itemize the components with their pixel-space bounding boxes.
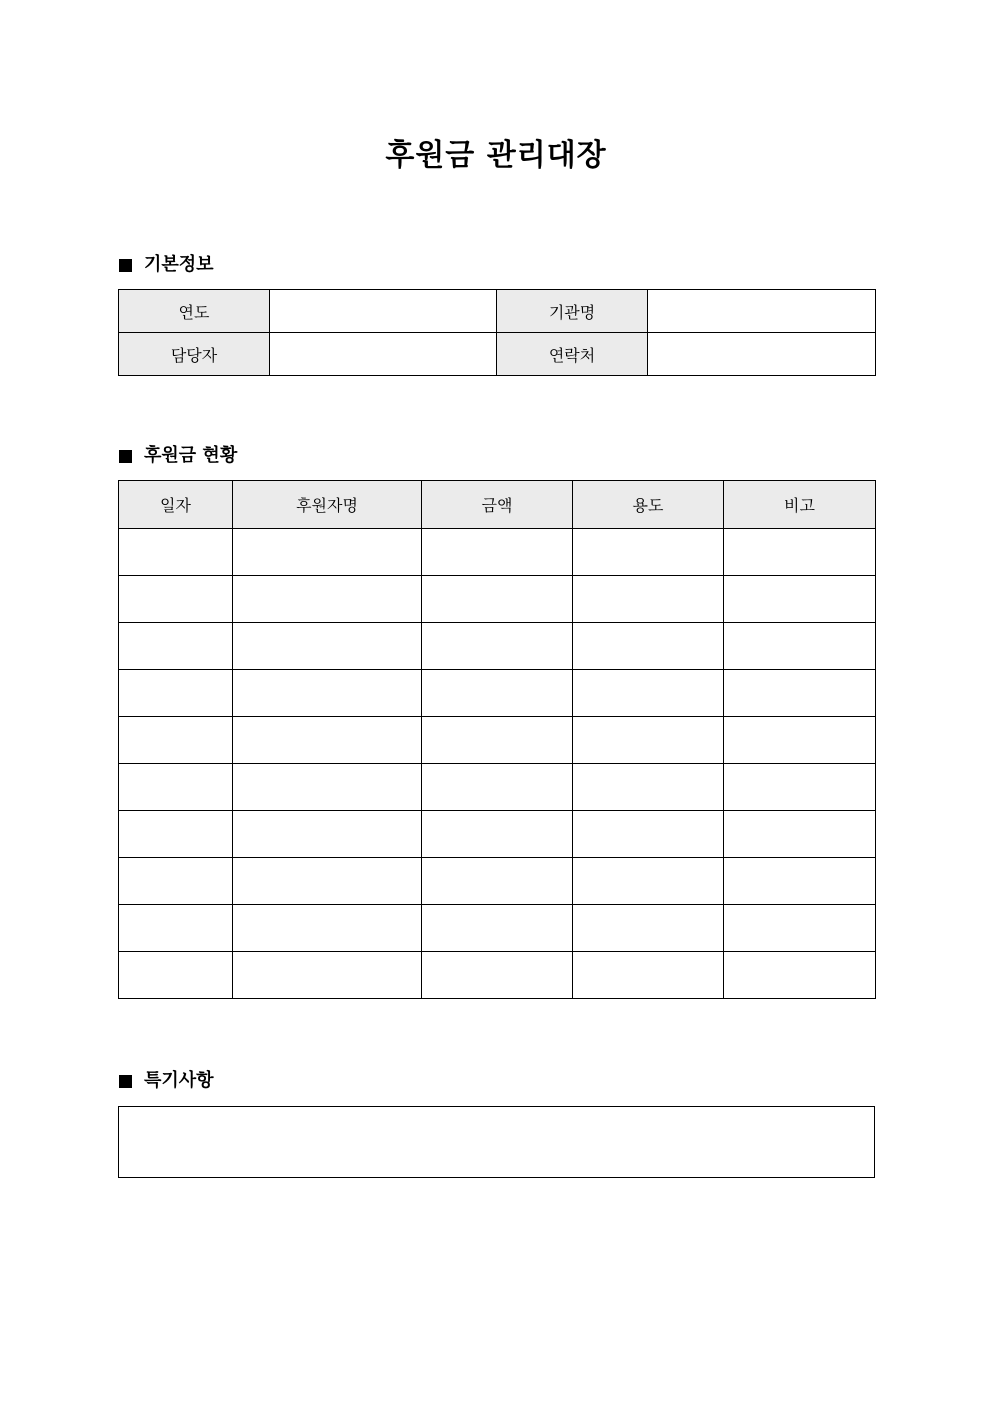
purpose-cell[interactable] xyxy=(573,623,724,670)
remarks-cell[interactable] xyxy=(724,905,876,952)
amount-cell[interactable] xyxy=(422,717,573,764)
table-row xyxy=(119,333,876,376)
date-cell[interactable] xyxy=(119,858,233,905)
label-year: 연도 xyxy=(119,290,270,333)
table-row xyxy=(119,576,876,623)
amount-cell[interactable] xyxy=(422,623,573,670)
remarks-cell[interactable] xyxy=(724,717,876,764)
table-row xyxy=(119,529,876,576)
table-row xyxy=(119,905,876,952)
remarks-cell[interactable] xyxy=(724,764,876,811)
date-cell[interactable] xyxy=(119,529,233,576)
date-cell[interactable] xyxy=(119,905,233,952)
amount-cell[interactable] xyxy=(422,811,573,858)
remarks-cell[interactable] xyxy=(724,858,876,905)
notes-field[interactable] xyxy=(118,1106,875,1178)
table-row xyxy=(119,952,876,999)
amount-cell[interactable] xyxy=(422,576,573,623)
black-square-icon xyxy=(119,1075,132,1088)
remarks-cell[interactable] xyxy=(724,529,876,576)
section-title: 특기사항 xyxy=(144,1070,214,1091)
donor-cell[interactable] xyxy=(233,576,422,623)
purpose-cell[interactable] xyxy=(573,670,724,717)
date-cell[interactable] xyxy=(119,670,233,717)
purpose-cell[interactable] xyxy=(573,529,724,576)
table-row xyxy=(119,623,876,670)
donation-status-body xyxy=(119,529,876,999)
table-header-row xyxy=(119,481,876,529)
donor-cell[interactable] xyxy=(233,623,422,670)
donor-cell[interactable] xyxy=(233,717,422,764)
donor-cell[interactable] xyxy=(233,811,422,858)
amount-cell[interactable] xyxy=(422,858,573,905)
purpose-cell[interactable] xyxy=(573,858,724,905)
label-manager: 담당자 xyxy=(119,333,270,376)
remarks-cell[interactable] xyxy=(724,952,876,999)
date-cell[interactable] xyxy=(119,717,233,764)
date-cell[interactable] xyxy=(119,576,233,623)
purpose-cell[interactable] xyxy=(573,717,724,764)
amount-cell[interactable] xyxy=(422,529,573,576)
section-heading-basic-info xyxy=(119,253,214,277)
basic-info-table xyxy=(118,289,876,376)
column-header-donor: 후원자명 xyxy=(233,481,422,529)
black-square-icon xyxy=(119,450,132,463)
table-row xyxy=(119,290,876,333)
organization-field[interactable] xyxy=(648,290,876,333)
amount-cell[interactable] xyxy=(422,905,573,952)
donation-status-table xyxy=(118,480,876,999)
table-row xyxy=(119,764,876,811)
section-title: 기본정보 xyxy=(144,254,214,275)
remarks-cell[interactable] xyxy=(724,623,876,670)
remarks-cell[interactable] xyxy=(724,576,876,623)
column-header-remarks: 비고 xyxy=(724,481,876,529)
page-title: 후원금 관리대장 xyxy=(385,138,607,173)
amount-cell[interactable] xyxy=(422,764,573,811)
date-cell[interactable] xyxy=(119,623,233,670)
donor-cell[interactable] xyxy=(233,764,422,811)
purpose-cell[interactable] xyxy=(573,952,724,999)
label-organization: 기관명 xyxy=(497,290,648,333)
date-cell[interactable] xyxy=(119,764,233,811)
remarks-cell[interactable] xyxy=(724,811,876,858)
purpose-cell[interactable] xyxy=(573,905,724,952)
remarks-cell[interactable] xyxy=(724,670,876,717)
amount-cell[interactable] xyxy=(422,952,573,999)
donor-cell[interactable] xyxy=(233,529,422,576)
column-header-date: 일자 xyxy=(119,481,233,529)
section-heading-notes xyxy=(119,1069,214,1093)
year-field[interactable] xyxy=(270,290,497,333)
column-header-purpose: 용도 xyxy=(573,481,724,529)
label-contact: 연락처 xyxy=(497,333,648,376)
table-row xyxy=(119,858,876,905)
donor-cell[interactable] xyxy=(233,858,422,905)
black-square-icon xyxy=(119,259,132,272)
contact-field[interactable] xyxy=(648,333,876,376)
purpose-cell[interactable] xyxy=(573,811,724,858)
purpose-cell[interactable] xyxy=(573,576,724,623)
donor-cell[interactable] xyxy=(233,670,422,717)
amount-cell[interactable] xyxy=(422,670,573,717)
date-cell[interactable] xyxy=(119,952,233,999)
purpose-cell[interactable] xyxy=(573,764,724,811)
table-row xyxy=(119,811,876,858)
section-heading-donation-status xyxy=(119,444,237,468)
manager-field[interactable] xyxy=(270,333,497,376)
donor-cell[interactable] xyxy=(233,905,422,952)
donor-cell[interactable] xyxy=(233,952,422,999)
table-row xyxy=(119,717,876,764)
section-title: 후원금 현황 xyxy=(144,445,238,466)
date-cell[interactable] xyxy=(119,811,233,858)
table-row xyxy=(119,670,876,717)
column-header-amount: 금액 xyxy=(422,481,573,529)
